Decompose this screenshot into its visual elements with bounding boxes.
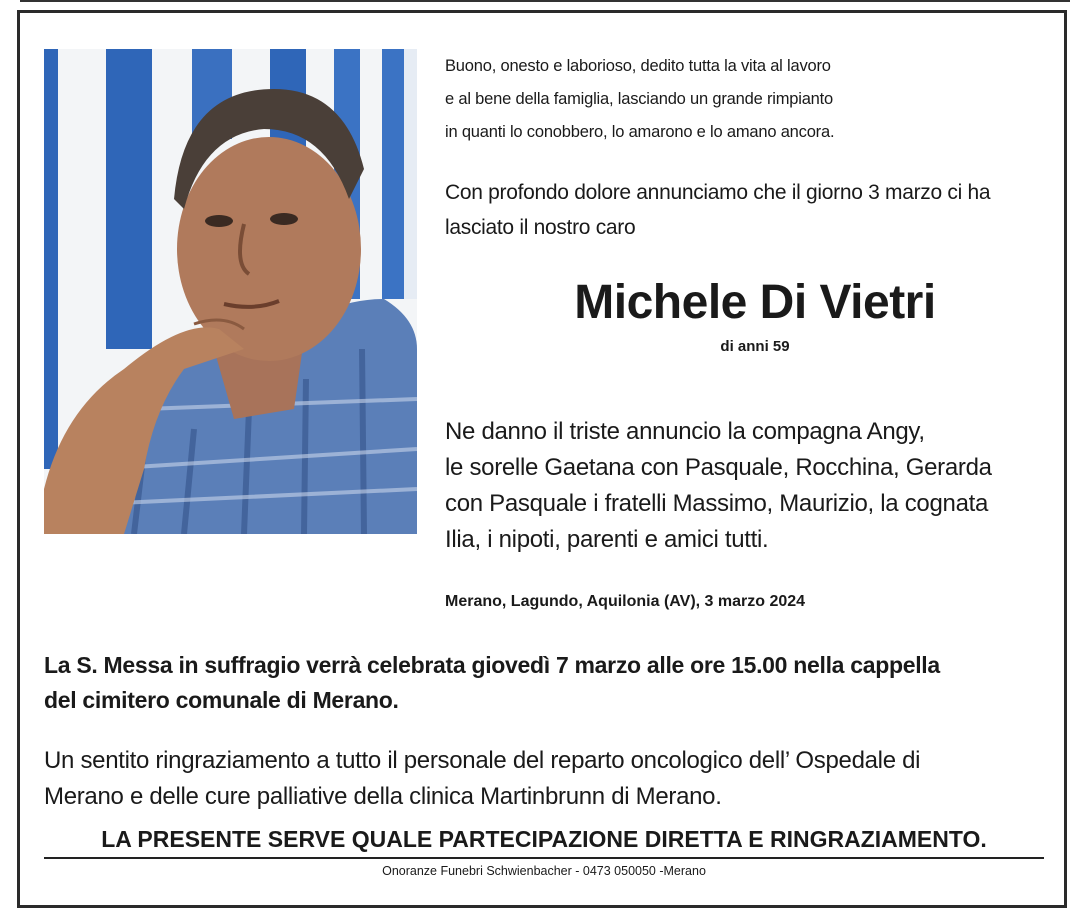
- family-paragraph: [445, 414, 1055, 558]
- family-line: Ne danno il triste annuncio la compagna Angy,: [445, 418, 925, 445]
- announcement-line: lasciato il nostro caro: [445, 216, 636, 239]
- intro-line: in quanti lo conobbero, lo amarono e lo amano ancora.: [445, 123, 835, 141]
- top-edge-line: [20, 0, 1070, 2]
- family-line: le sorelle Gaetana con Pasquale, Rocchina, Gerarda: [445, 454, 992, 481]
- mass-line: La S. Messa in suffragio verrà celebrata giovedì 7 marzo alle ore 15.00 nella cappella: [44, 652, 940, 678]
- thanks-line: Un sentito ringraziamento a tutto il personale del reparto oncologico dell’ Ospedale di: [44, 747, 921, 774]
- announcement-line: Con profondo dolore annunciamo che il giorno 3 marzo ci ha: [445, 181, 991, 204]
- portrait-photo: [44, 49, 417, 534]
- family-line: con Pasquale i fratelli Massimo, Maurizio, la cognata: [445, 490, 989, 517]
- intro-line: Buono, onesto e laborioso, dedito tutta la vita al lavoro: [445, 57, 831, 75]
- thanks-line: Merano e delle cure palliative della clinica Martinbrunn di Merano.: [44, 783, 722, 810]
- deceased-age: di anni 59: [720, 338, 790, 355]
- deceased-name: Michele Di Vietri: [574, 276, 936, 329]
- funeral-home-footer: Onoranze Funebri Schwienbacher - 0473 050050 -Merano: [382, 864, 706, 878]
- announcement-paragraph: [445, 175, 1045, 245]
- mass-line: del cimitero comunale di Merano.: [44, 687, 399, 713]
- closing-divider: [44, 857, 1044, 859]
- intro-line: e al bene della famiglia, lasciando un grande rimpianto: [445, 90, 834, 108]
- place-and-date: Merano, Lagundo, Aquilonia (AV), 3 marzo 2024: [445, 593, 806, 610]
- mass-announcement: [44, 648, 1054, 718]
- intro-paragraph: [445, 50, 1045, 149]
- thanks-paragraph: [44, 743, 1054, 815]
- closing-statement: LA PRESENTE SERVE QUALE PARTECIPAZIONE DIRETTA E RINGRAZIAMENTO.: [101, 826, 987, 852]
- family-line: Ilia, i nipoti, parenti e amici tutti.: [445, 526, 769, 553]
